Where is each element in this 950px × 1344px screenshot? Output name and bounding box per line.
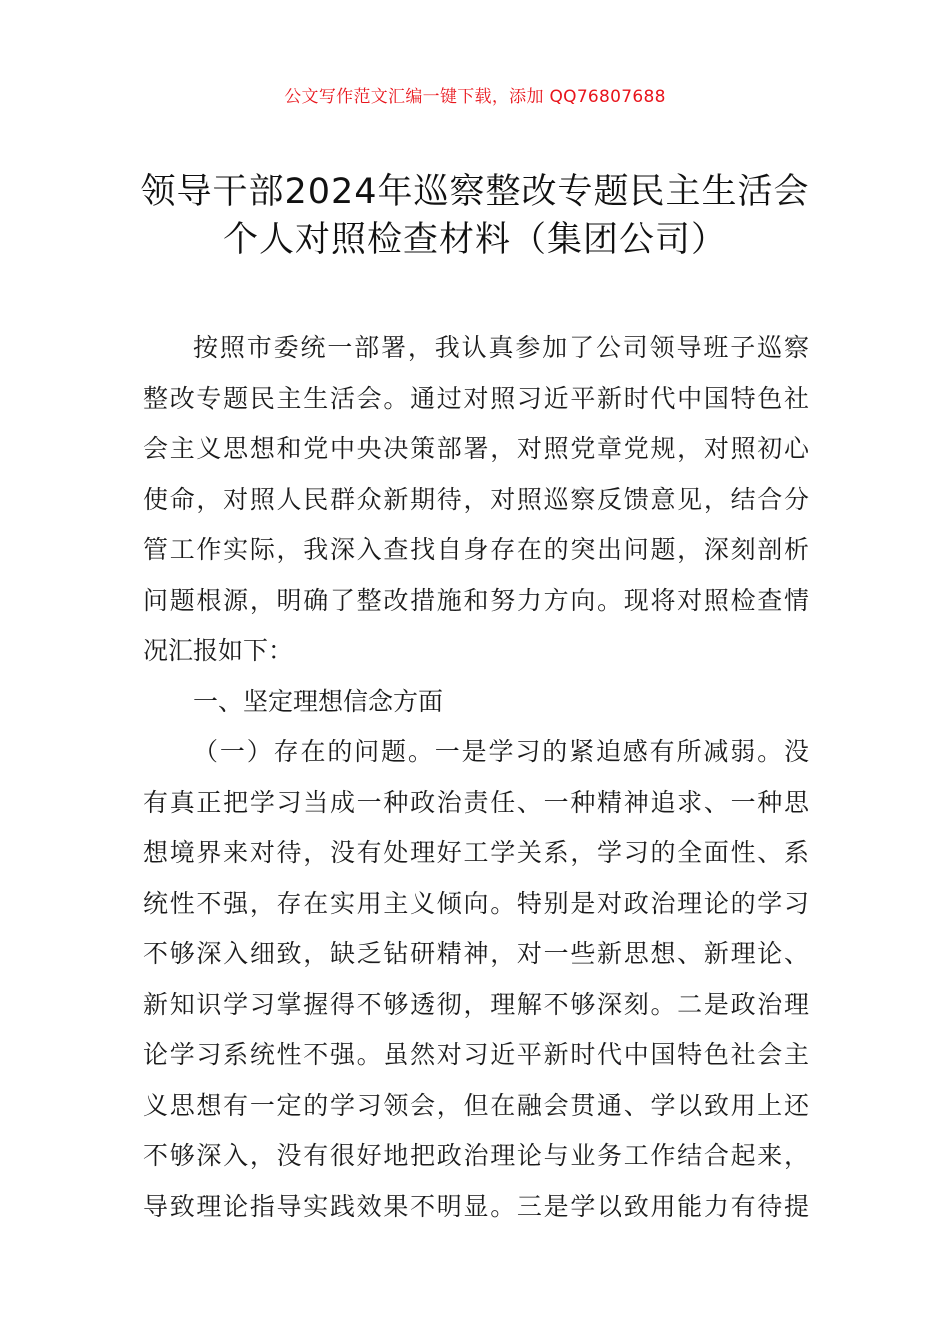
paragraph-line: 况汇报如下： (143, 636, 294, 665)
paragraph-line: 会主义思想和党中央决策部署，对照党章党规，对照初心 (143, 434, 809, 463)
paragraph-line: 整改专题民主生活会。通过对照习近平新时代中国特色社 (143, 383, 809, 413)
paragraph-line: 按照市委统一部署，我认真参加了公司领导班子巡察 (193, 333, 809, 362)
section-heading: 一、坚定理想信念方面 (193, 686, 444, 716)
paragraph-line: 义思想有一定的学习领会，但在融会贯通、学以致用上还 (143, 1090, 809, 1120)
title-line-2: 个人对照检查材料（集团公司） (222, 220, 727, 260)
paragraph-line: 想境界来对待，没有处理好工学关系，学习的全面性、系 (143, 838, 809, 867)
title-line-1: 领导干部2024年巡察整改专题民主生活会 (140, 172, 810, 212)
header-ad-text: 公文写作范文汇编一键下载，添加 QQ76807688 (284, 87, 666, 107)
paragraph-line: 有真正把学习当成一种政治责任、一种精神追求、一种思 (143, 787, 809, 817)
paragraph-line: 导致理论指导实践效果不明显。三是学以致用能力有待提 (143, 1191, 809, 1221)
paragraph-line: 新知识学习掌握得不够透彻，理解不够深刻。二是政治理 (143, 989, 809, 1019)
paragraph-line: （一）存在的问题。一是学习的紧迫感有所减弱。没 (193, 737, 809, 766)
paragraph-line: 论学习系统性不强。虽然对习近平新时代中国特色社会主 (143, 1040, 809, 1069)
paragraph-line: 不够深入，没有很好地把政治理论与业务工作结合起来， (143, 1141, 809, 1170)
page-title (60, 168, 890, 264)
paragraph-line: 统性不强，存在实用主义倾向。特别是对政治理论的学习 (143, 888, 809, 918)
paragraph-line: 使命，对照人民群众新期待，对照巡察反馈意见，结合分 (143, 484, 809, 514)
paragraph-line: 问题根源，明确了整改措施和努力方向。现将对照检查情 (143, 585, 809, 615)
paragraph-line: 不够深入细致，缺乏钻研精神，对一些新思想、新理论、 (143, 939, 809, 968)
paragraph-line: 管工作实际，我深入查找自身存在的突出问题，深刻剖析 (143, 535, 809, 564)
document-body (143, 323, 809, 1232)
